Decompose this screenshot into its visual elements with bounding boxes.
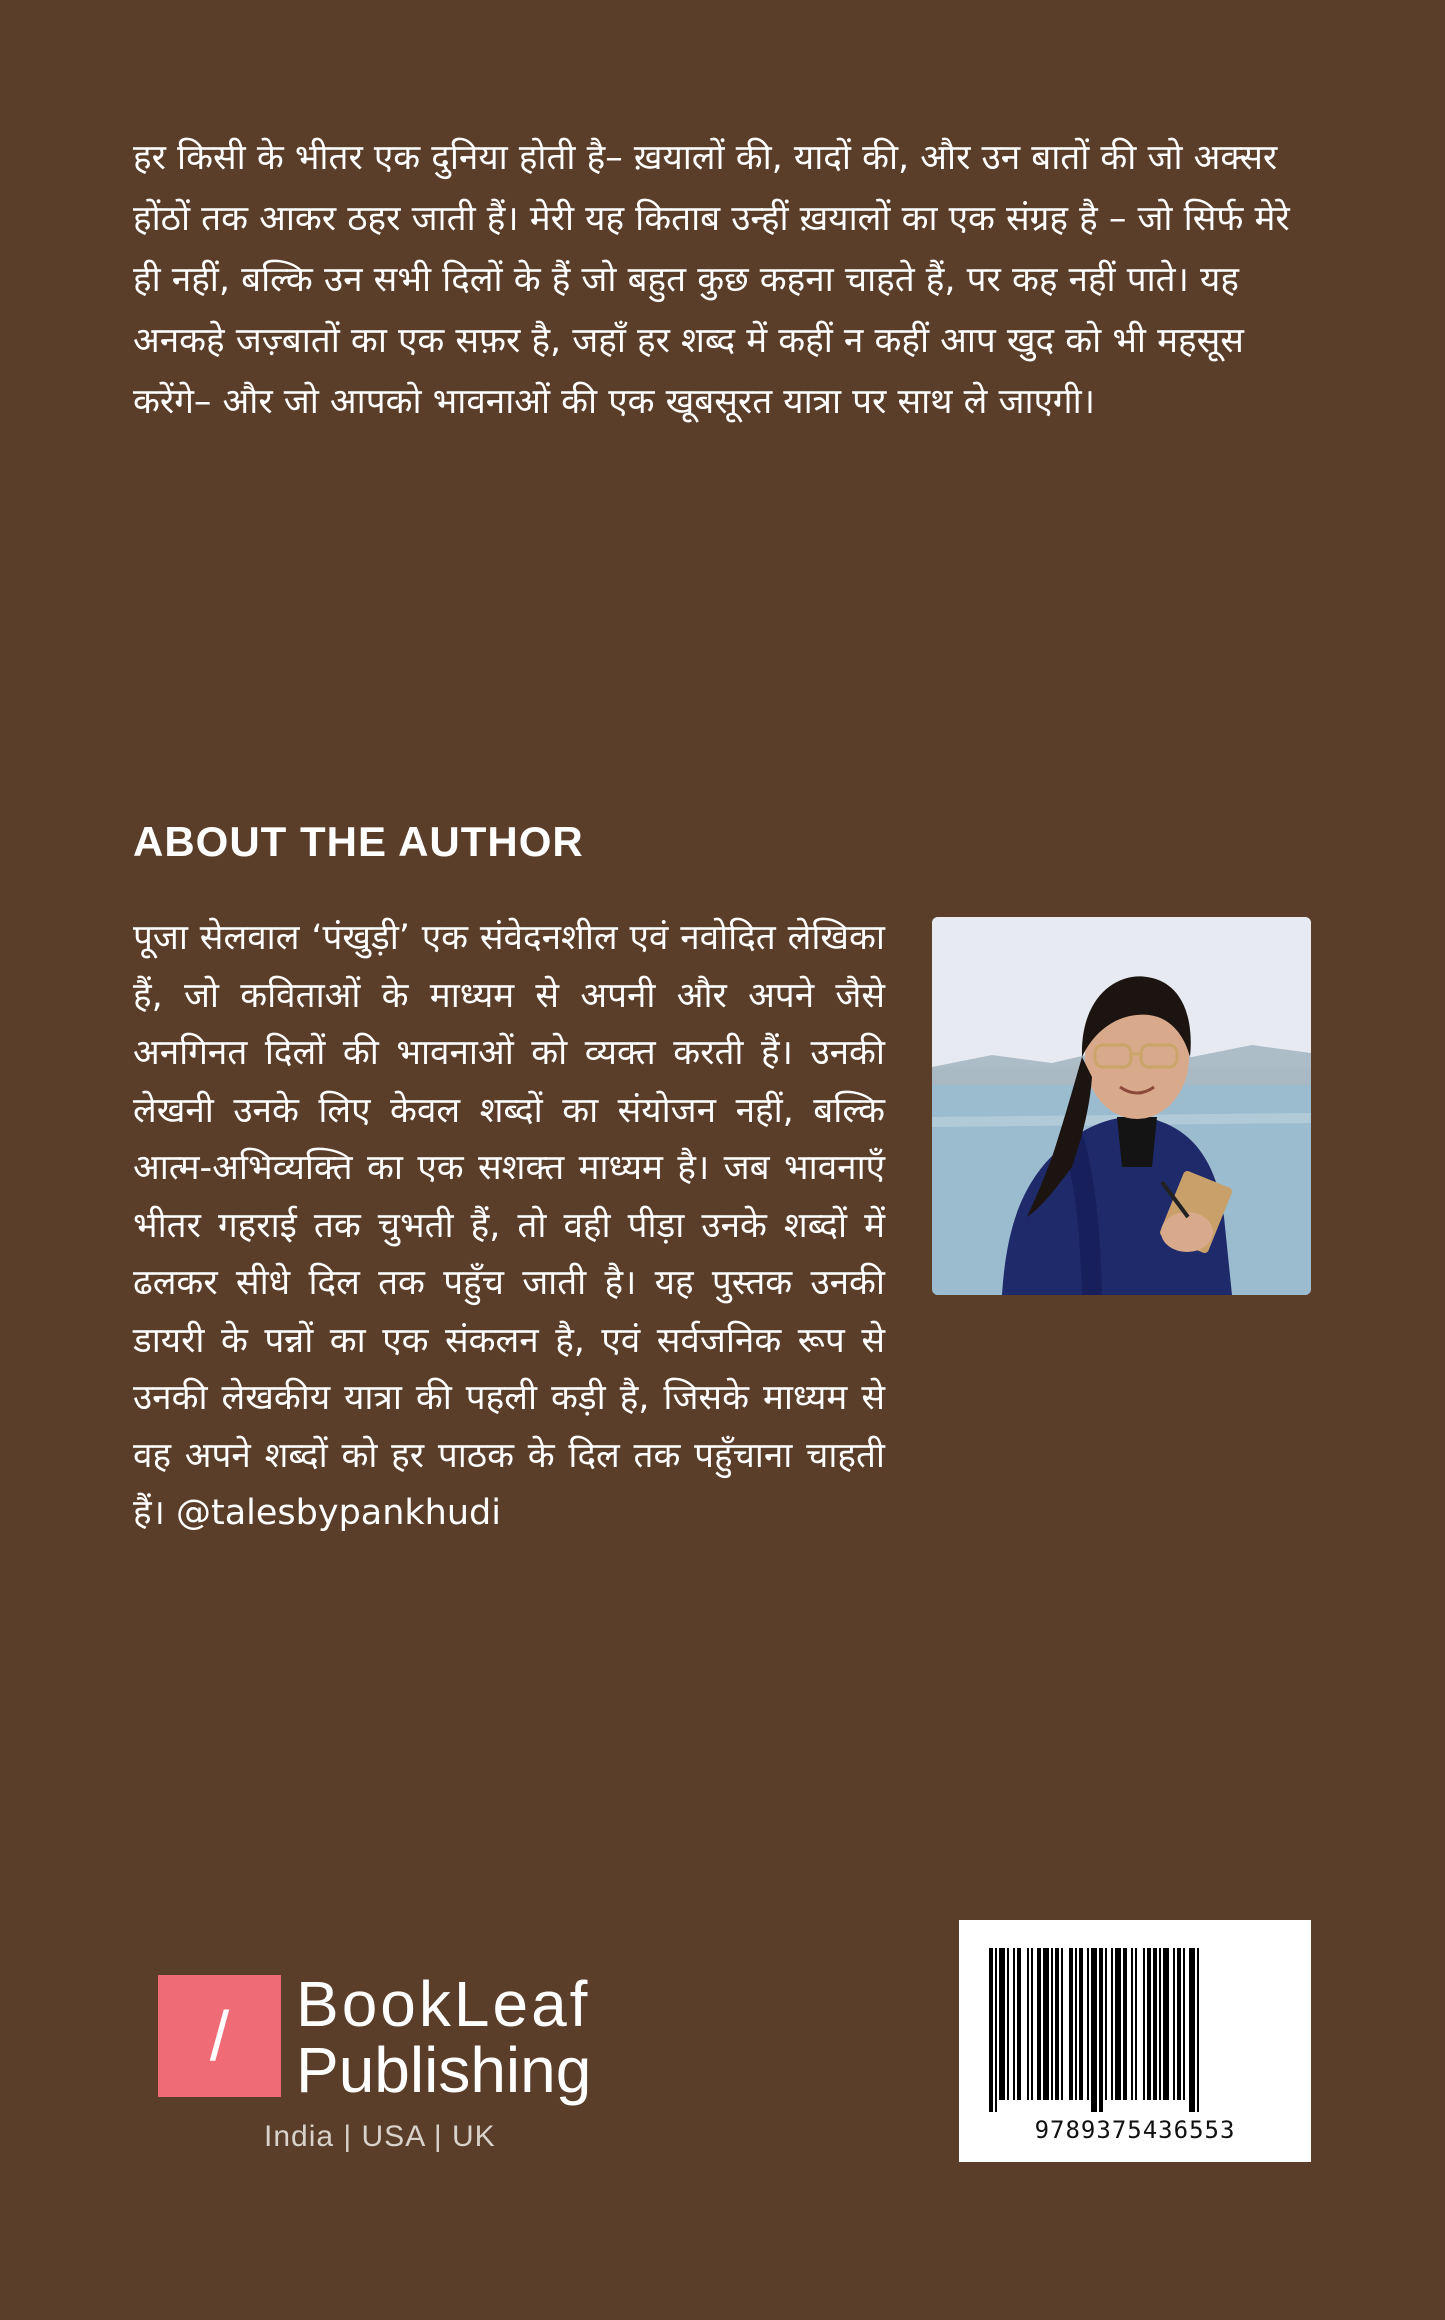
barcode-bar	[1055, 1948, 1059, 2100]
barcode-bar	[1173, 1948, 1175, 2100]
barcode-bar	[1163, 1948, 1169, 2100]
back-cover-blurb: हर किसी के भीतर एक दुनिया होती है– ख़यालों की, यादों की, और उन बातों की जो अक्सर होंठों तक आकर ठहर जाती हैं। मेरी यह किताब उन्हीं ख़यालों का एक संग्रह है – जो सिर्फ मेरे ही नहीं, बल्कि उन सभी दिलों के हैं जो बहुत कुछ कहना चाहते हैं, पर कह नहीं पाते। यह अनकहे जज़्बातों का एक सफ़र है, जहाँ हर शब्द में कहीं न कहीं आप खुद को भी महसूस करेंगे– और जो आपको भावनाओं की एक खूबसूरत यात्रा पर साथ ले जाएगी।	[133, 138, 1290, 422]
barcode-bars	[987, 1948, 1283, 2112]
barcode-bar	[1007, 1948, 1009, 2100]
barcode-bar	[1183, 1948, 1185, 2100]
barcode-bar	[1043, 1948, 1049, 2100]
barcode-bar	[1153, 1948, 1157, 2100]
barcode-bar	[1135, 1948, 1137, 2100]
barcode-bar	[1123, 1948, 1127, 2100]
logo-slash-mark: /	[209, 1997, 230, 2075]
barcode-bar	[1091, 1948, 1097, 2112]
logo-name-line1: BookLeaf	[296, 1968, 591, 2040]
barcode-bar	[1069, 1948, 1073, 2100]
barcode-bar	[1147, 1948, 1151, 2100]
barcode-bar	[1099, 1948, 1103, 2112]
barcode-bar	[1197, 1948, 1199, 2112]
author-bio: पूजा सेलवाल ‘पंखुड़ी’ एक संवेदनशील एवं नवोदित लेखिका हैं, जो कविताओं के माध्यम से अपनी और अपने जैसे अनगिनत दिलों की भावनाओं को व्यक्त करती हैं। उनकी लेखनी उनके लिए केवल शब्दों का संयोजन नहीं, बल्कि आत्म-अभिव्यक्ति का एक सशक्त माध्यम है। जब भावनाएँ भीतर गहराई तक चुभती हैं, तो वही पीड़ा उनके शब्दों में ढलकर सीधे दिल तक पहुँच जाती है। यह पुस्तक उनकी डायरी के पन्नों का एक संकलन है, एवं सर्वजनिक रूप से उनकी लेखकीय यात्रा की पहली कड़ी है, जिसके माध्यम से वह अपने शब्दों को हर पाठक के दिल तक पहुँचाना चाहती हैं। @talesbypankhudi	[133, 918, 885, 1533]
barcode-bar	[1111, 1948, 1113, 2100]
barcode-bar	[1189, 1948, 1195, 2112]
barcode-bar	[1105, 1948, 1107, 2100]
logo-mark-box	[158, 1975, 281, 2097]
barcode-bar	[1051, 1948, 1053, 2100]
publisher-regions: India | USA | UK	[264, 2120, 496, 2153]
barcode-bar	[1027, 1948, 1029, 2100]
barcode-bar	[1079, 1948, 1083, 2100]
barcode-bar	[1115, 1948, 1121, 2100]
logo-name-line2: Publishing	[296, 2034, 592, 2106]
barcode-bar	[1037, 1948, 1041, 2100]
barcode-bar	[1143, 1948, 1145, 2100]
barcode-bar	[1075, 1948, 1077, 2100]
barcode-bar	[1177, 1948, 1181, 2100]
author-photo	[932, 917, 1311, 1295]
isbn-number: 9789375436553	[1034, 2116, 1236, 2144]
barcode-bar	[1087, 1948, 1089, 2100]
barcode-bar	[1061, 1948, 1063, 2100]
barcode-bar	[1159, 1948, 1161, 2100]
barcode-bar	[1131, 1948, 1133, 2100]
barcode-bar	[989, 1948, 993, 2112]
about-author-heading: ABOUT THE AUTHOR	[133, 818, 584, 865]
barcode-bar	[1031, 1948, 1033, 2100]
barcode-bar	[1013, 1948, 1015, 2100]
barcode-bar	[995, 1948, 997, 2112]
barcode-bar	[1017, 1948, 1021, 2100]
isbn-barcode	[959, 1920, 1311, 2162]
barcode-bar	[999, 1948, 1005, 2100]
